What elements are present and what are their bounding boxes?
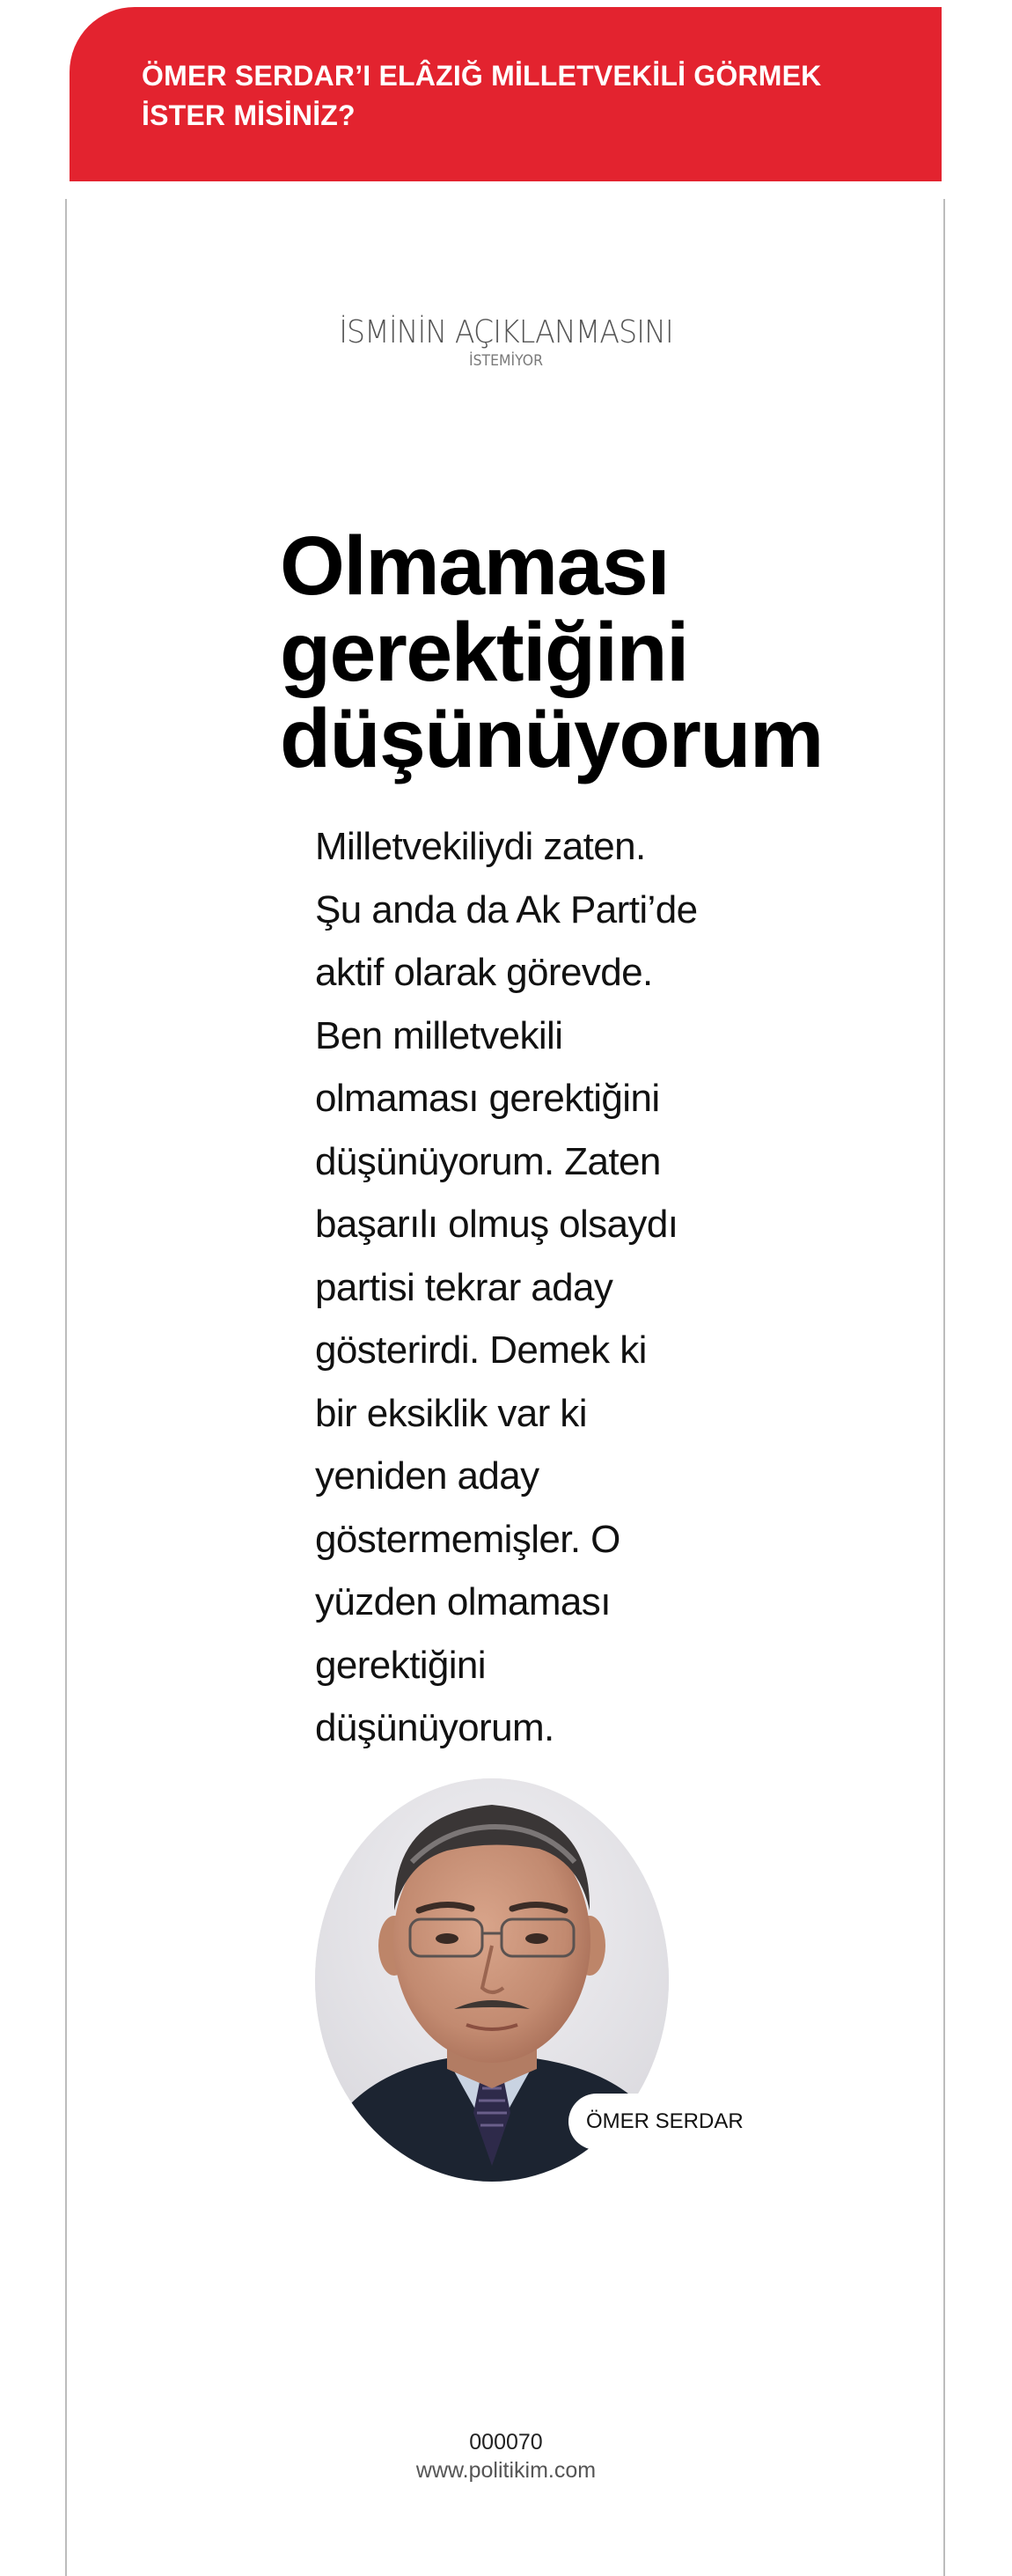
source-attribution — [0, 313, 1012, 370]
person-name-tag: ÖMER SERDAR — [568, 2094, 759, 2150]
headline-line-1: Olmaması — [280, 519, 670, 613]
headline — [280, 519, 913, 785]
body-line: olmaması gerektiğini — [315, 1077, 660, 1120]
source-line-1: İSMİNİN AÇIKLANMASINI — [339, 314, 673, 350]
body-line: gösterirdi. Demek ki — [315, 1328, 647, 1372]
body-line: Şu anda da Ak Parti’de — [315, 887, 698, 931]
header-title — [142, 56, 889, 136]
header-title-line-1: ÖMER SERDAR’I ELÂZIĞ MİLLETVEKİLİ GÖRMEK — [142, 60, 822, 92]
body-line: bir eksiklik var ki — [315, 1391, 587, 1435]
body-line: düşünüyorum. — [315, 1706, 554, 1749]
body-line: Milletvekiliydi zaten. — [315, 825, 646, 868]
body-line: aktif olarak görevde. — [315, 951, 653, 994]
body-line: partisi tekrar aday — [315, 1265, 613, 1309]
body-line: göstermemişler. O — [315, 1517, 620, 1561]
body-line: yüzden olmaması — [315, 1580, 611, 1623]
headline-line-3: düşünüyorum — [280, 692, 823, 785]
footer-code: 000070 — [469, 2430, 543, 2455]
body-line: Ben milletvekili — [315, 1013, 563, 1057]
body-line: yeniden aday — [315, 1454, 539, 1498]
header-banner — [70, 7, 942, 181]
footer-url[interactable]: www.politikim.com — [415, 2458, 597, 2483]
body-line: gerektiğini — [315, 1643, 486, 1687]
body-line: düşünüyorum. Zaten — [315, 1139, 661, 1183]
body-line: başarılı olmuş olsaydı — [315, 1203, 678, 1246]
headline-line-2: gerektiğini — [280, 606, 688, 699]
source-line-2: İSTEMİYOR — [469, 352, 543, 370]
body-text — [315, 815, 755, 1760]
footer — [0, 2428, 1012, 2484]
header-title-line-2: İSTER MİSİNİZ? — [142, 99, 356, 131]
